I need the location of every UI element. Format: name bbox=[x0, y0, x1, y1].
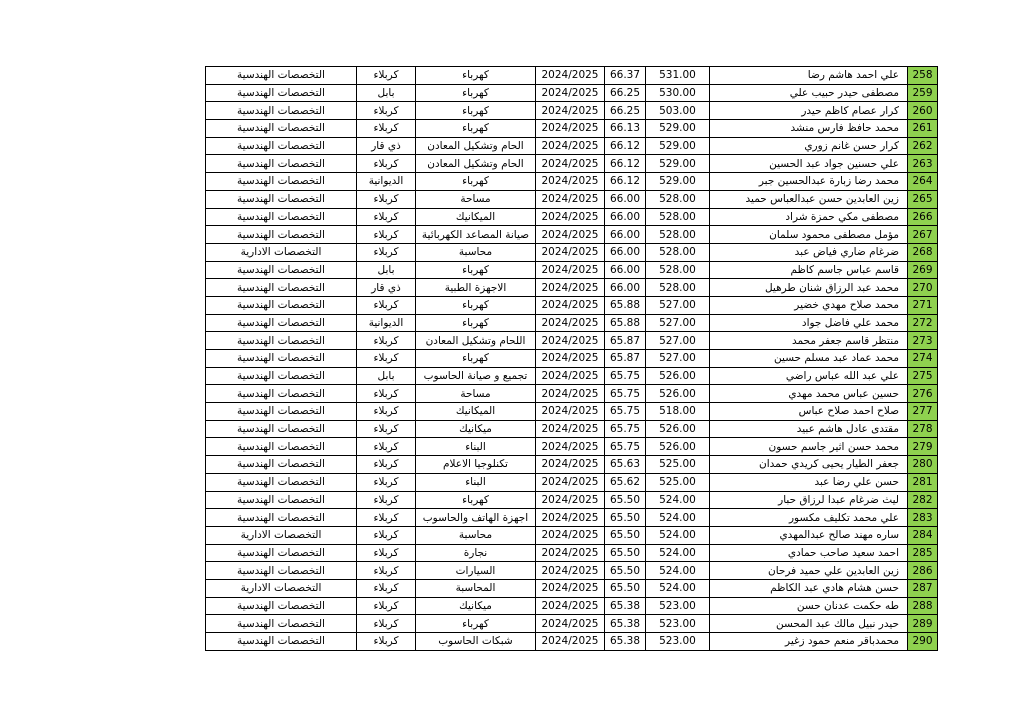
table-row bbox=[206, 420, 938, 438]
table-row bbox=[206, 332, 938, 350]
governorate-cell: بابل bbox=[357, 84, 416, 102]
category-cell: التخصصات الهندسية bbox=[206, 562, 357, 580]
academic-year-cell: 2024/2025 bbox=[536, 332, 605, 350]
total-score-cell: 525.00 bbox=[646, 473, 710, 491]
average-cell: 65.87 bbox=[605, 350, 646, 368]
average-cell: 65.50 bbox=[605, 491, 646, 509]
academic-year-cell: 2024/2025 bbox=[536, 420, 605, 438]
category-cell: التخصصات الادارية bbox=[206, 243, 357, 261]
total-score-cell: 526.00 bbox=[646, 367, 710, 385]
sequence-number-cell: 279 bbox=[908, 438, 938, 456]
department-cell: ميكانيك bbox=[416, 420, 536, 438]
total-score-cell: 524.00 bbox=[646, 491, 710, 509]
academic-year-cell: 2024/2025 bbox=[536, 226, 605, 244]
table-row bbox=[206, 403, 938, 421]
category-cell: التخصصات الهندسية bbox=[206, 173, 357, 191]
governorate-cell: كربلاء bbox=[357, 420, 416, 438]
category-cell: التخصصات الهندسية bbox=[206, 67, 357, 85]
total-score-cell: 529.00 bbox=[646, 137, 710, 155]
student-name-cell: علي محمد تكليف مكسور bbox=[710, 509, 908, 527]
academic-year-cell: 2024/2025 bbox=[536, 438, 605, 456]
average-cell: 65.88 bbox=[605, 296, 646, 314]
table-row bbox=[206, 173, 938, 191]
sequence-number-cell: 261 bbox=[908, 120, 938, 138]
department-cell: صيانة المصاعد الكهربائية bbox=[416, 226, 536, 244]
academic-year-cell: 2024/2025 bbox=[536, 279, 605, 297]
student-name-cell: علي احمد هاشم رضا bbox=[710, 67, 908, 85]
total-score-cell: 529.00 bbox=[646, 155, 710, 173]
academic-year-cell: 2024/2025 bbox=[536, 67, 605, 85]
sequence-number-cell: 283 bbox=[908, 509, 938, 527]
governorate-cell: الديوانية bbox=[357, 314, 416, 332]
total-score-cell: 524.00 bbox=[646, 509, 710, 527]
academic-year-cell: 2024/2025 bbox=[536, 208, 605, 226]
category-cell: التخصصات الادارية bbox=[206, 579, 357, 597]
average-cell: 65.50 bbox=[605, 509, 646, 527]
sequence-number-cell: 262 bbox=[908, 137, 938, 155]
average-cell: 66.00 bbox=[605, 261, 646, 279]
total-score-cell: 524.00 bbox=[646, 544, 710, 562]
average-cell: 66.13 bbox=[605, 120, 646, 138]
table-row bbox=[206, 633, 938, 651]
category-cell: التخصصات الهندسية bbox=[206, 120, 357, 138]
category-cell: التخصصات الهندسية bbox=[206, 438, 357, 456]
sequence-number-cell: 269 bbox=[908, 261, 938, 279]
student-name-cell: مؤمل مصطفى محمود سلمان bbox=[710, 226, 908, 244]
category-cell: التخصصات الهندسية bbox=[206, 155, 357, 173]
total-score-cell: 528.00 bbox=[646, 190, 710, 208]
average-cell: 66.12 bbox=[605, 173, 646, 191]
average-cell: 65.75 bbox=[605, 367, 646, 385]
department-cell: كهرباء bbox=[416, 350, 536, 368]
student-name-cell: كرار حسن غانم زوري bbox=[710, 137, 908, 155]
academic-year-cell: 2024/2025 bbox=[536, 473, 605, 491]
category-cell: التخصصات الهندسية bbox=[206, 473, 357, 491]
student-name-cell: محمد عبد الرزاق شنان طرهيل bbox=[710, 279, 908, 297]
academic-year-cell: 2024/2025 bbox=[536, 597, 605, 615]
total-score-cell: 526.00 bbox=[646, 420, 710, 438]
sequence-number-cell: 272 bbox=[908, 314, 938, 332]
student-name-cell: حسين عباس محمد مهدي bbox=[710, 385, 908, 403]
category-cell: التخصصات الهندسية bbox=[206, 296, 357, 314]
category-cell: التخصصات الهندسية bbox=[206, 403, 357, 421]
governorate-cell: كربلاء bbox=[357, 120, 416, 138]
department-cell: كهرباء bbox=[416, 615, 536, 633]
table-row bbox=[206, 491, 938, 509]
category-cell: التخصصات الهندسية bbox=[206, 314, 357, 332]
category-cell: التخصصات الهندسية bbox=[206, 190, 357, 208]
category-cell: التخصصات الهندسية bbox=[206, 509, 357, 527]
academic-year-cell: 2024/2025 bbox=[536, 509, 605, 527]
average-cell: 66.25 bbox=[605, 102, 646, 120]
sequence-number-cell: 284 bbox=[908, 526, 938, 544]
governorate-cell: كربلاء bbox=[357, 544, 416, 562]
department-cell: مساحة bbox=[416, 385, 536, 403]
department-cell: كهرباء bbox=[416, 102, 536, 120]
table-row bbox=[206, 190, 938, 208]
department-cell: الميكانيك bbox=[416, 208, 536, 226]
sequence-number-cell: 266 bbox=[908, 208, 938, 226]
table-row bbox=[206, 243, 938, 261]
student-name-cell: منتظر قاسم جعفر محمد bbox=[710, 332, 908, 350]
student-name-cell: احمد سعيد صاحب حمادي bbox=[710, 544, 908, 562]
academic-year-cell: 2024/2025 bbox=[536, 137, 605, 155]
student-name-cell: مصطفى مكي حمزة شراد bbox=[710, 208, 908, 226]
student-name-cell: ضرغام ضاري فياض عبد bbox=[710, 243, 908, 261]
category-cell: التخصصات الهندسية bbox=[206, 544, 357, 562]
student-name-cell: ساره مهند صالح عبدالمهدي bbox=[710, 526, 908, 544]
category-cell: التخصصات الهندسية bbox=[206, 102, 357, 120]
academic-year-cell: 2024/2025 bbox=[536, 173, 605, 191]
category-cell: التخصصات الهندسية bbox=[206, 226, 357, 244]
average-cell: 66.00 bbox=[605, 208, 646, 226]
average-cell: 65.50 bbox=[605, 562, 646, 580]
student-name-cell: علي عبد الله عباس راضي bbox=[710, 367, 908, 385]
governorate-cell: كربلاء bbox=[357, 473, 416, 491]
table-row bbox=[206, 615, 938, 633]
average-cell: 66.12 bbox=[605, 155, 646, 173]
department-cell: الميكانيك bbox=[416, 403, 536, 421]
category-cell: التخصصات الهندسية bbox=[206, 367, 357, 385]
governorate-cell: كربلاء bbox=[357, 509, 416, 527]
department-cell: محاسبة bbox=[416, 526, 536, 544]
table-row bbox=[206, 544, 938, 562]
department-cell: كهرباء bbox=[416, 261, 536, 279]
category-cell: التخصصات الهندسية bbox=[206, 137, 357, 155]
total-score-cell: 526.00 bbox=[646, 438, 710, 456]
table-row bbox=[206, 208, 938, 226]
total-score-cell: 528.00 bbox=[646, 261, 710, 279]
sequence-number-cell: 290 bbox=[908, 633, 938, 651]
student-name-cell: كرار عصام كاظم حيدر bbox=[710, 102, 908, 120]
average-cell: 65.75 bbox=[605, 385, 646, 403]
academic-year-cell: 2024/2025 bbox=[536, 261, 605, 279]
department-cell: شبكات الحاسوب bbox=[416, 633, 536, 651]
governorate-cell: كربلاء bbox=[357, 403, 416, 421]
sequence-number-cell: 276 bbox=[908, 385, 938, 403]
student-name-cell: مقتدى عادل هاشم عبيد bbox=[710, 420, 908, 438]
department-cell: الاجهزة الطبية bbox=[416, 279, 536, 297]
total-score-cell: 524.00 bbox=[646, 579, 710, 597]
department-cell: البناء bbox=[416, 473, 536, 491]
governorate-cell: ذي قار bbox=[357, 137, 416, 155]
student-name-cell: صلاح احمد صلاح عباس bbox=[710, 403, 908, 421]
governorate-cell: الديوانية bbox=[357, 173, 416, 191]
governorate-cell: كربلاء bbox=[357, 526, 416, 544]
total-score-cell: 529.00 bbox=[646, 173, 710, 191]
student-name-cell: طه حكمت عدنان حسن bbox=[710, 597, 908, 615]
table-row bbox=[206, 562, 938, 580]
average-cell: 65.75 bbox=[605, 438, 646, 456]
academic-year-cell: 2024/2025 bbox=[536, 491, 605, 509]
academic-year-cell: 2024/2025 bbox=[536, 84, 605, 102]
governorate-cell: كربلاء bbox=[357, 562, 416, 580]
table-row bbox=[206, 509, 938, 527]
governorate-cell: كربلاء bbox=[357, 633, 416, 651]
table-row bbox=[206, 473, 938, 491]
sequence-number-cell: 265 bbox=[908, 190, 938, 208]
category-cell: التخصصات الهندسية bbox=[206, 491, 357, 509]
sequence-number-cell: 280 bbox=[908, 456, 938, 474]
total-score-cell: 525.00 bbox=[646, 456, 710, 474]
category-cell: التخصصات الهندسية bbox=[206, 385, 357, 403]
sequence-number-cell: 282 bbox=[908, 491, 938, 509]
sequence-number-cell: 287 bbox=[908, 579, 938, 597]
academic-year-cell: 2024/2025 bbox=[536, 190, 605, 208]
governorate-cell: بابل bbox=[357, 261, 416, 279]
table-row bbox=[206, 102, 938, 120]
category-cell: التخصصات الهندسية bbox=[206, 261, 357, 279]
student-name-cell: علي حسنين جواد عبد الحسين bbox=[710, 155, 908, 173]
sequence-number-cell: 264 bbox=[908, 173, 938, 191]
department-cell: السيارات bbox=[416, 562, 536, 580]
student-name-cell: محمد حافظ فارس منشد bbox=[710, 120, 908, 138]
average-cell: 65.50 bbox=[605, 544, 646, 562]
governorate-cell: بابل bbox=[357, 367, 416, 385]
total-score-cell: 531.00 bbox=[646, 67, 710, 85]
department-cell: الحام وتشكيل المعادن bbox=[416, 155, 536, 173]
average-cell: 66.00 bbox=[605, 279, 646, 297]
department-cell: كهرباء bbox=[416, 296, 536, 314]
governorate-cell: كربلاء bbox=[357, 579, 416, 597]
student-name-cell: جعفر الطيار يحيى كريدي حمدان bbox=[710, 456, 908, 474]
sequence-number-cell: 288 bbox=[908, 597, 938, 615]
total-score-cell: 503.00 bbox=[646, 102, 710, 120]
department-cell: مساحة bbox=[416, 190, 536, 208]
average-cell: 66.25 bbox=[605, 84, 646, 102]
department-cell: كهرباء bbox=[416, 84, 536, 102]
category-cell: التخصصات الهندسية bbox=[206, 615, 357, 633]
student-name-cell: محمد رضا زبارة عبدالحسين جبر bbox=[710, 173, 908, 191]
total-score-cell: 527.00 bbox=[646, 332, 710, 350]
academic-year-cell: 2024/2025 bbox=[536, 350, 605, 368]
governorate-cell: كربلاء bbox=[357, 438, 416, 456]
average-cell: 66.37 bbox=[605, 67, 646, 85]
total-score-cell: 528.00 bbox=[646, 226, 710, 244]
category-cell: التخصصات الادارية bbox=[206, 526, 357, 544]
sequence-number-cell: 270 bbox=[908, 279, 938, 297]
sequence-number-cell: 273 bbox=[908, 332, 938, 350]
governorate-cell: كربلاء bbox=[357, 102, 416, 120]
total-score-cell: 527.00 bbox=[646, 314, 710, 332]
student-name-cell: حيدر نبيل مالك عبد المحسن bbox=[710, 615, 908, 633]
table-row bbox=[206, 84, 938, 102]
governorate-cell: كربلاء bbox=[357, 226, 416, 244]
governorate-cell: كربلاء bbox=[357, 243, 416, 261]
total-score-cell: 518.00 bbox=[646, 403, 710, 421]
student-name-cell: محمد صلاح مهدي خضير bbox=[710, 296, 908, 314]
category-cell: التخصصات الهندسية bbox=[206, 279, 357, 297]
sequence-number-cell: 258 bbox=[908, 67, 938, 85]
academic-year-cell: 2024/2025 bbox=[536, 456, 605, 474]
department-cell: كهرباء bbox=[416, 120, 536, 138]
academic-year-cell: 2024/2025 bbox=[536, 633, 605, 651]
sequence-number-cell: 278 bbox=[908, 420, 938, 438]
sequence-number-cell: 268 bbox=[908, 243, 938, 261]
table-row bbox=[206, 314, 938, 332]
academic-year-cell: 2024/2025 bbox=[536, 155, 605, 173]
total-score-cell: 527.00 bbox=[646, 296, 710, 314]
sequence-number-cell: 275 bbox=[908, 367, 938, 385]
average-cell: 66.00 bbox=[605, 226, 646, 244]
governorate-cell: كربلاء bbox=[357, 208, 416, 226]
table-row bbox=[206, 261, 938, 279]
sequence-number-cell: 285 bbox=[908, 544, 938, 562]
governorate-cell: كربلاء bbox=[357, 350, 416, 368]
department-cell: محاسبة bbox=[416, 243, 536, 261]
student-name-cell: حسن علي رضا عبد bbox=[710, 473, 908, 491]
student-name-cell: زين العابدين حسن عبدالعباس حميد bbox=[710, 190, 908, 208]
academic-year-cell: 2024/2025 bbox=[536, 102, 605, 120]
total-score-cell: 523.00 bbox=[646, 633, 710, 651]
department-cell: ميكانيك bbox=[416, 597, 536, 615]
table-row bbox=[206, 137, 938, 155]
average-cell: 65.38 bbox=[605, 633, 646, 651]
category-cell: التخصصات الهندسية bbox=[206, 208, 357, 226]
governorate-cell: كربلاء bbox=[357, 296, 416, 314]
academic-year-cell: 2024/2025 bbox=[536, 314, 605, 332]
department-cell: تكنلوجيا الاعلام bbox=[416, 456, 536, 474]
academic-year-cell: 2024/2025 bbox=[536, 120, 605, 138]
average-cell: 65.88 bbox=[605, 314, 646, 332]
category-cell: التخصصات الهندسية bbox=[206, 420, 357, 438]
sequence-number-cell: 274 bbox=[908, 350, 938, 368]
total-score-cell: 527.00 bbox=[646, 350, 710, 368]
sequence-number-cell: 267 bbox=[908, 226, 938, 244]
average-cell: 65.63 bbox=[605, 456, 646, 474]
department-cell: كهرباء bbox=[416, 173, 536, 191]
total-score-cell: 524.00 bbox=[646, 526, 710, 544]
student-name-cell: قاسم عباس جاسم كاظم bbox=[710, 261, 908, 279]
sequence-number-cell: 286 bbox=[908, 562, 938, 580]
student-name-cell: مصطفى حيدر حبيب علي bbox=[710, 84, 908, 102]
table-row bbox=[206, 350, 938, 368]
total-score-cell: 523.00 bbox=[646, 615, 710, 633]
student-name-cell: ليث ضرغام عبدا لرزاق حبار bbox=[710, 491, 908, 509]
average-cell: 65.75 bbox=[605, 403, 646, 421]
table-row bbox=[206, 385, 938, 403]
average-cell: 65.50 bbox=[605, 579, 646, 597]
sequence-number-cell: 260 bbox=[908, 102, 938, 120]
governorate-cell: كربلاء bbox=[357, 67, 416, 85]
student-name-cell: محمد عماد عبد مسلم حسين bbox=[710, 350, 908, 368]
table-row bbox=[206, 526, 938, 544]
category-cell: التخصصات الهندسية bbox=[206, 597, 357, 615]
academic-year-cell: 2024/2025 bbox=[536, 385, 605, 403]
governorate-cell: كربلاء bbox=[357, 456, 416, 474]
academic-year-cell: 2024/2025 bbox=[536, 615, 605, 633]
sequence-number-cell: 281 bbox=[908, 473, 938, 491]
student-name-cell: محمد علي فاضل جواد bbox=[710, 314, 908, 332]
average-cell: 65.75 bbox=[605, 420, 646, 438]
department-cell: اللحام وتشكيل المعادن bbox=[416, 332, 536, 350]
average-cell: 65.62 bbox=[605, 473, 646, 491]
sequence-number-cell: 277 bbox=[908, 403, 938, 421]
category-cell: التخصصات الهندسية bbox=[206, 84, 357, 102]
department-cell: كهرباء bbox=[416, 491, 536, 509]
average-cell: 65.38 bbox=[605, 615, 646, 633]
sequence-number-cell: 271 bbox=[908, 296, 938, 314]
category-cell: التخصصات الهندسية bbox=[206, 456, 357, 474]
academic-year-cell: 2024/2025 bbox=[536, 526, 605, 544]
table-row bbox=[206, 438, 938, 456]
governorate-cell: ذي قار bbox=[357, 279, 416, 297]
academic-year-cell: 2024/2025 bbox=[536, 367, 605, 385]
table-row bbox=[206, 579, 938, 597]
governorate-cell: كربلاء bbox=[357, 332, 416, 350]
results-table-body bbox=[206, 67, 938, 651]
average-cell: 65.87 bbox=[605, 332, 646, 350]
total-score-cell: 528.00 bbox=[646, 208, 710, 226]
total-score-cell: 524.00 bbox=[646, 562, 710, 580]
total-score-cell: 528.00 bbox=[646, 279, 710, 297]
academic-year-cell: 2024/2025 bbox=[536, 562, 605, 580]
governorate-cell: كربلاء bbox=[357, 155, 416, 173]
department-cell: المحاسبة bbox=[416, 579, 536, 597]
department-cell: كهرباء bbox=[416, 67, 536, 85]
governorate-cell: كربلاء bbox=[357, 615, 416, 633]
governorate-cell: كربلاء bbox=[357, 190, 416, 208]
table-row bbox=[206, 155, 938, 173]
academic-year-cell: 2024/2025 bbox=[536, 579, 605, 597]
student-name-cell: محمدباقر منعم حمود زغير bbox=[710, 633, 908, 651]
category-cell: التخصصات الهندسية bbox=[206, 633, 357, 651]
table-row bbox=[206, 456, 938, 474]
table-row bbox=[206, 120, 938, 138]
table-row bbox=[206, 597, 938, 615]
total-score-cell: 526.00 bbox=[646, 385, 710, 403]
student-name-cell: حسن هشام هادي عبد الكاظم bbox=[710, 579, 908, 597]
department-cell: الحام وتشكيل المعادن bbox=[416, 137, 536, 155]
average-cell: 65.50 bbox=[605, 526, 646, 544]
average-cell: 66.00 bbox=[605, 190, 646, 208]
governorate-cell: كربلاء bbox=[357, 491, 416, 509]
academic-year-cell: 2024/2025 bbox=[536, 296, 605, 314]
average-cell: 66.12 bbox=[605, 137, 646, 155]
table-row bbox=[206, 367, 938, 385]
category-cell: التخصصات الهندسية bbox=[206, 332, 357, 350]
academic-year-cell: 2024/2025 bbox=[536, 544, 605, 562]
student-name-cell: زين العابدين علي حميد فرحان bbox=[710, 562, 908, 580]
academic-year-cell: 2024/2025 bbox=[536, 243, 605, 261]
average-cell: 65.38 bbox=[605, 597, 646, 615]
sequence-number-cell: 259 bbox=[908, 84, 938, 102]
department-cell: اجهزة الهاتف والحاسوب bbox=[416, 509, 536, 527]
academic-year-cell: 2024/2025 bbox=[536, 403, 605, 421]
results-table bbox=[205, 66, 938, 651]
table-row bbox=[206, 67, 938, 85]
department-cell: البناء bbox=[416, 438, 536, 456]
total-score-cell: 529.00 bbox=[646, 120, 710, 138]
total-score-cell: 530.00 bbox=[646, 84, 710, 102]
table-row bbox=[206, 226, 938, 244]
sequence-number-cell: 289 bbox=[908, 615, 938, 633]
category-cell: التخصصات الهندسية bbox=[206, 350, 357, 368]
total-score-cell: 528.00 bbox=[646, 243, 710, 261]
governorate-cell: كربلاء bbox=[357, 597, 416, 615]
total-score-cell: 523.00 bbox=[646, 597, 710, 615]
governorate-cell: كربلاء bbox=[357, 385, 416, 403]
department-cell: نجارة bbox=[416, 544, 536, 562]
department-cell: كهرباء bbox=[416, 314, 536, 332]
average-cell: 66.00 bbox=[605, 243, 646, 261]
student-name-cell: محمد حسن اثير جاسم حسون bbox=[710, 438, 908, 456]
table-row bbox=[206, 296, 938, 314]
table-row bbox=[206, 279, 938, 297]
department-cell: تجميع و صيانة الحاسوب bbox=[416, 367, 536, 385]
sequence-number-cell: 263 bbox=[908, 155, 938, 173]
